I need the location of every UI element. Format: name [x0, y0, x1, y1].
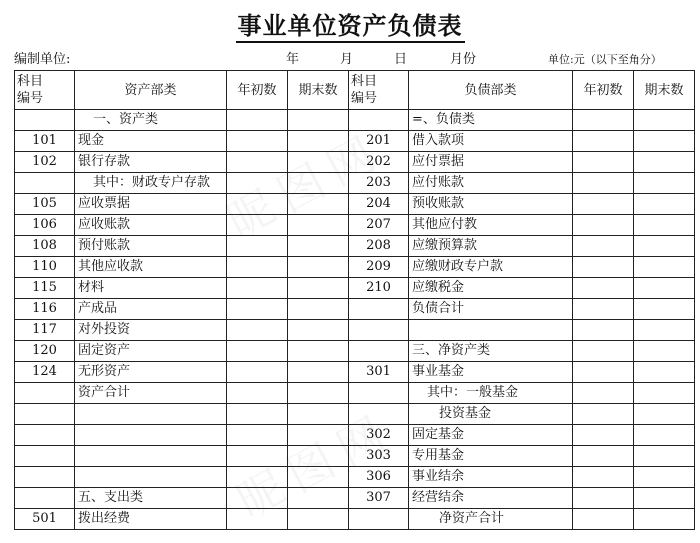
table-row [15, 110, 695, 131]
asset-name-cell: 应收票据 [75, 194, 227, 215]
liab-code-cell [349, 404, 409, 425]
asset-begin-header: 年初数 [227, 71, 288, 110]
liab-end-cell[interactable] [634, 278, 695, 299]
asset-code-cell: 124 [15, 362, 75, 383]
liab-code-cell: 201 [349, 131, 409, 152]
asset-begin-cell[interactable] [227, 257, 288, 278]
assets-header: 资产部类 [75, 71, 227, 110]
liab-code-cell [349, 299, 409, 320]
liab-begin-cell[interactable] [573, 173, 634, 194]
asset-begin-cell[interactable] [227, 215, 288, 236]
liab-name-cell: 事业基金 [409, 362, 573, 383]
asset-begin-cell[interactable] [227, 341, 288, 362]
table-row [15, 446, 695, 467]
asset-code-cell [15, 383, 75, 404]
asset-name-cell [75, 404, 227, 425]
liab-name-cell: 专用基金 [409, 446, 573, 467]
table-row [15, 404, 695, 425]
asset-end-cell[interactable] [288, 215, 349, 236]
asset-end-cell[interactable] [288, 299, 349, 320]
asset-name-cell: 一、资产类 [75, 110, 227, 131]
liab-end-cell[interactable] [634, 257, 695, 278]
liab-begin-cell[interactable] [573, 341, 634, 362]
asset-name-cell: 五、支出类 [75, 488, 227, 509]
asset-begin-cell[interactable] [227, 467, 288, 488]
asset-end-cell[interactable] [288, 152, 349, 173]
asset-code-cell: 106 [15, 215, 75, 236]
liab-code-cell [349, 341, 409, 362]
asset-name-cell: 产成品 [75, 299, 227, 320]
liab-code-cell: 301 [349, 362, 409, 383]
liab-end-cell[interactable] [634, 299, 695, 320]
asset-end-cell[interactable] [288, 404, 349, 425]
liab-code-cell [349, 110, 409, 131]
asset-name-cell [75, 446, 227, 467]
liab-code-cell: 203 [349, 173, 409, 194]
liab-name-cell: 经营结余 [409, 488, 573, 509]
liab-name-cell: 负债合计 [409, 299, 573, 320]
asset-end-cell[interactable] [288, 446, 349, 467]
asset-end-cell[interactable] [288, 425, 349, 446]
asset-name-cell: 资产合计 [75, 383, 227, 404]
asset-code-cell: 120 [15, 341, 75, 362]
liab-begin-cell[interactable] [573, 488, 634, 509]
asset-code-cell: 102 [15, 152, 75, 173]
liab-end-cell[interactable] [634, 425, 695, 446]
asset-begin-cell[interactable] [227, 299, 288, 320]
balance-sheet-table [14, 70, 695, 530]
liab-code-cell [349, 383, 409, 404]
asset-code-cell [15, 173, 75, 194]
liab-begin-cell[interactable] [573, 404, 634, 425]
liab-code-cell: 307 [349, 488, 409, 509]
liab-begin-cell[interactable] [573, 509, 634, 530]
liab-end-cell[interactable] [634, 446, 695, 467]
asset-end-cell[interactable] [288, 467, 349, 488]
asset-name-cell: 固定资产 [75, 341, 227, 362]
table-row [15, 236, 695, 257]
asset-code-cell: 115 [15, 278, 75, 299]
asset-name-cell: 无形资产 [75, 362, 227, 383]
table-row [15, 509, 695, 530]
asset-code-cell: 108 [15, 236, 75, 257]
asset-begin-cell[interactable] [227, 152, 288, 173]
currency-unit-label: 单位:元（以下至角分） [548, 53, 662, 66]
asset-name-cell: 材料 [75, 278, 227, 299]
liab-code-cell: 208 [349, 236, 409, 257]
asset-end-cell[interactable] [288, 278, 349, 299]
org-label: 编制单位: [14, 52, 71, 67]
liab-code-cell: 204 [349, 194, 409, 215]
liab-name-cell: 净资产合计 [409, 509, 573, 530]
liab-end-cell[interactable] [634, 236, 695, 257]
table-row [15, 320, 695, 341]
liab-name-cell: 固定基金 [409, 425, 573, 446]
asset-end-cell[interactable] [288, 488, 349, 509]
liab-code-cell [349, 509, 409, 530]
table-row [15, 383, 695, 404]
liab-begin-cell[interactable] [573, 110, 634, 131]
liab-end-cell[interactable] [634, 341, 695, 362]
asset-begin-cell[interactable] [227, 509, 288, 530]
liab-name-cell: 应缴税金 [409, 278, 573, 299]
liab-name-cell: 借入款项 [409, 131, 573, 152]
liab-name-cell: 预收账款 [409, 194, 573, 215]
asset-name-cell: 现金 [75, 131, 227, 152]
table-row [15, 299, 695, 320]
liab-begin-cell[interactable] [573, 362, 634, 383]
liab-end-cell[interactable] [634, 509, 695, 530]
liab-end-cell[interactable] [634, 320, 695, 341]
liab-end-cell[interactable] [634, 467, 695, 488]
asset-end-cell[interactable] [288, 131, 349, 152]
asset-code-cell: 501 [15, 509, 75, 530]
liab-begin-cell[interactable] [573, 320, 634, 341]
liab-code-header: 科目 编号 [349, 71, 409, 110]
asset-begin-cell[interactable] [227, 425, 288, 446]
asset-code-cell: 101 [15, 131, 75, 152]
asset-begin-cell[interactable] [227, 278, 288, 299]
liab-begin-cell[interactable] [573, 425, 634, 446]
asset-begin-cell[interactable] [227, 194, 288, 215]
liab-name-cell: 三、净资产类 [409, 341, 573, 362]
asset-end-cell[interactable] [288, 194, 349, 215]
asset-end-cell[interactable] [288, 383, 349, 404]
liab-begin-cell[interactable] [573, 215, 634, 236]
liab-name-cell: 事业结余 [409, 467, 573, 488]
asset-end-cell[interactable] [288, 341, 349, 362]
liab-end-header: 期末数 [634, 71, 695, 110]
asset-begin-cell[interactable] [227, 110, 288, 131]
liab-end-cell[interactable] [634, 404, 695, 425]
asset-begin-cell[interactable] [227, 320, 288, 341]
asset-code-cell: 117 [15, 320, 75, 341]
asset-end-cell[interactable] [288, 173, 349, 194]
liab-code-cell: 207 [349, 215, 409, 236]
month-unit-label: 月份 [450, 52, 477, 67]
asset-end-cell[interactable] [288, 110, 349, 131]
asset-begin-cell[interactable] [227, 362, 288, 383]
liab-begin-cell[interactable] [573, 194, 634, 215]
asset-end-cell[interactable] [288, 236, 349, 257]
liab-name-cell: 投资基金 [409, 404, 573, 425]
asset-begin-cell[interactable] [227, 131, 288, 152]
liab-begin-cell[interactable] [573, 236, 634, 257]
table-row [15, 425, 695, 446]
liab-code-cell [349, 320, 409, 341]
asset-name-cell [75, 425, 227, 446]
asset-begin-cell[interactable] [227, 383, 288, 404]
asset-code-cell [15, 425, 75, 446]
day-label: 日 [394, 52, 408, 67]
liab-name-cell: 应缴财政专户款 [409, 257, 573, 278]
asset-name-cell: 拨出经费 [75, 509, 227, 530]
asset-code-cell [15, 488, 75, 509]
asset-end-cell[interactable] [288, 257, 349, 278]
table-row [15, 173, 695, 194]
liab-end-cell[interactable] [634, 215, 695, 236]
liab-end-cell[interactable] [634, 488, 695, 509]
liab-name-cell [409, 320, 573, 341]
liabilities-header: 负债部类 [409, 71, 573, 110]
liab-begin-cell[interactable] [573, 383, 634, 404]
liab-code-cell: 302 [349, 425, 409, 446]
asset-code-cell: 110 [15, 257, 75, 278]
asset-name-cell: 预付账款 [75, 236, 227, 257]
asset-code-cell [15, 467, 75, 488]
asset-code-header: 科目 编号 [15, 71, 75, 110]
asset-code-cell: 116 [15, 299, 75, 320]
liab-end-cell[interactable] [634, 383, 695, 404]
liab-begin-cell[interactable] [573, 152, 634, 173]
asset-name-cell: 应收账款 [75, 215, 227, 236]
asset-name-cell: 银行存款 [75, 152, 227, 173]
year-label: 年 [286, 52, 300, 67]
table-row [15, 278, 695, 299]
liab-begin-header: 年初数 [573, 71, 634, 110]
liab-code-cell: 202 [349, 152, 409, 173]
asset-code-cell [15, 110, 75, 131]
asset-name-cell: 对外投资 [75, 320, 227, 341]
liab-code-cell: 303 [349, 446, 409, 467]
liab-end-cell[interactable] [634, 152, 695, 173]
liab-begin-cell[interactable] [573, 299, 634, 320]
liab-end-cell[interactable] [634, 194, 695, 215]
liab-name-cell: 应缴预算款 [409, 236, 573, 257]
table-row [15, 131, 695, 152]
liab-end-cell[interactable] [634, 362, 695, 383]
asset-end-cell[interactable] [288, 362, 349, 383]
liab-code-cell: 210 [349, 278, 409, 299]
liab-name-cell: 其中：一般基金 [409, 383, 573, 404]
liab-end-cell[interactable] [634, 131, 695, 152]
liab-begin-cell[interactable] [573, 257, 634, 278]
liab-begin-cell[interactable] [573, 446, 634, 467]
table-row [15, 257, 695, 278]
table-row [15, 488, 695, 509]
month-label: 月 [340, 52, 354, 67]
asset-end-header: 期末数 [288, 71, 349, 110]
table-row [15, 194, 695, 215]
table-row [15, 341, 695, 362]
asset-end-cell[interactable] [288, 320, 349, 341]
asset-name-cell: 其他应收款 [75, 257, 227, 278]
asset-end-cell[interactable] [288, 509, 349, 530]
asset-code-cell: 105 [15, 194, 75, 215]
table-row [15, 152, 695, 173]
asset-name-cell [75, 467, 227, 488]
liab-end-cell[interactable] [634, 173, 695, 194]
liab-begin-cell[interactable] [573, 467, 634, 488]
asset-code-cell [15, 404, 75, 425]
liab-name-cell: 其他应付教 [409, 215, 573, 236]
liab-code-cell: 306 [349, 467, 409, 488]
asset-code-cell [15, 446, 75, 467]
page-title: 事业单位资产负债表 [0, 6, 700, 41]
asset-begin-cell[interactable] [227, 446, 288, 467]
liab-name-cell: 应付账款 [409, 173, 573, 194]
table-row [15, 362, 695, 383]
asset-begin-cell[interactable] [227, 236, 288, 257]
asset-begin-cell[interactable] [227, 173, 288, 194]
liab-begin-cell[interactable] [573, 131, 634, 152]
asset-begin-cell[interactable] [227, 488, 288, 509]
liab-name-cell: 应付票据 [409, 152, 573, 173]
asset-name-cell: 其中：财政专户存款 [75, 173, 227, 194]
table-row [15, 215, 695, 236]
liab-name-cell: =、负债类 [409, 110, 573, 131]
liab-end-cell[interactable] [634, 110, 695, 131]
liab-begin-cell[interactable] [573, 278, 634, 299]
table-row [15, 467, 695, 488]
asset-begin-cell[interactable] [227, 404, 288, 425]
liab-code-cell: 209 [349, 257, 409, 278]
table-header-row [15, 71, 695, 110]
